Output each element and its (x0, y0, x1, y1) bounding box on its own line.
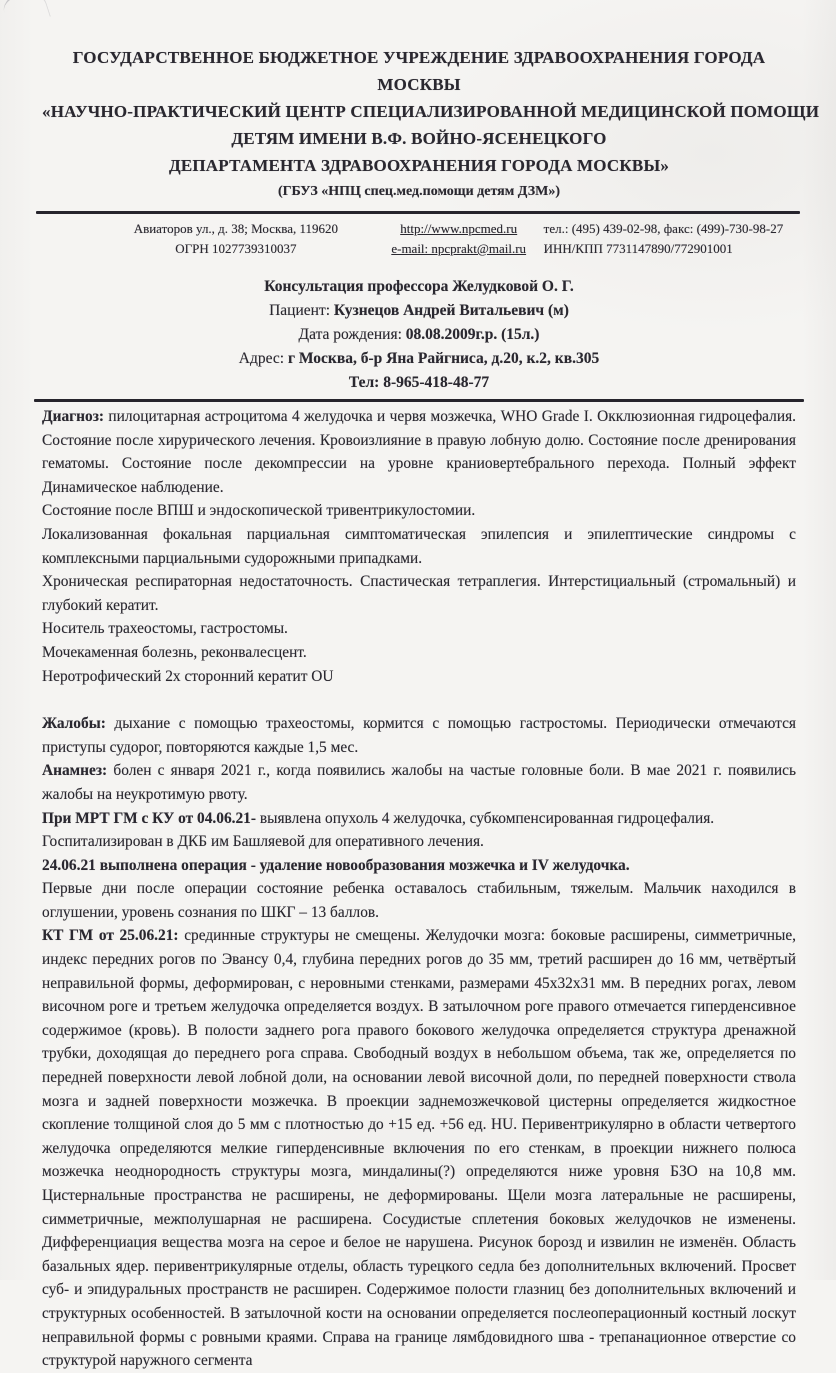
paragraph-lead: КТ ГМ от 25.06.21: (42, 927, 185, 945)
body-divider-rule (34, 399, 804, 402)
org-name-line: МОСКВЫ (377, 75, 461, 94)
org-name-line: ГОСУДАРСТВЕННОЕ БЮДЖЕТНОЕ УЧРЕЖДЕНИЕ ЗДРАВООХРАНЕНИЯ ГОРОДА (72, 48, 766, 67)
consultation-header-block (42, 275, 796, 395)
address-value: г Москва, б-р Яна Райгниса, д.20, к.2, кв.305 (287, 350, 600, 367)
birth-date-line (42, 323, 796, 347)
paragraph-diagnosis-cont: Носитель трахеостомы, гастростомы. (42, 620, 288, 638)
org-phone-fax: тел.: (495) 439-02-98, факс: (499)-730-98-27 (543, 221, 784, 236)
paragraph-lead: Диагноз: (42, 408, 109, 425)
organization-header (42, 44, 820, 179)
header-divider-rule (36, 211, 800, 214)
paragraph-operation (42, 854, 796, 878)
paragraph-diagnosis-cont: Хроническая респираторная недостаточность. Спастическая тетраплегия. Интерстициальный (стромальный) и глубокий кератит. (42, 573, 796, 614)
paragraph-diagnosis-cont: Неротрофический 2х сторонний кератит OU (42, 667, 334, 685)
paragraph-anamnesis: Анамнез: болен с января 2021 г., когда появились жалобы на частые головные боли. В мае 2021 г. появились жалобы на неукротимую рвоту. (42, 762, 796, 803)
paragraph-complaints: Жалобы: дыхание с помощью трахеостомы, кормится с помощью гастростомы. Периодически отмечаются приступы судорог, повторяются каждые 1,5 мес. (42, 715, 796, 756)
paragraph-diagnosis: Диагноз: пилоцитарная астроцитома 4 желудочка и червя мозжечка, WHO Grade I. Окклюзионная гидроцефалия. Состояние после хирурического лечения. Кровоизлияние в правую лобную долю. Состояние после дренирования гематомы. Состояние после декомпрессии на уровне краниовертебрального перехода. Полный эффект Динамическое наблюдение. (42, 408, 796, 496)
paragraph-lead: Жалобы: (42, 715, 115, 733)
paragraph-lead: Анамнез: (42, 762, 114, 780)
org-inn-kpp: ИНН/КПП 7731147890/772901001 (543, 241, 733, 256)
birth-date-value: 08.08.2009г.р. (15л.) (405, 326, 540, 343)
address-line (42, 347, 796, 371)
address-label: Адрес: (238, 350, 288, 367)
report-body (42, 405, 796, 1373)
org-email-link: e-mail: npcprakt@mail.ru (391, 241, 527, 256)
paragraph-lead: При МРТ ГМ с КУ от 04.06.21- (42, 809, 260, 827)
org-name-line: ДЕПАРТАМЕНТА ЗДРАВООХРАНЕНИЯ ГОРОДА МОСКВЫ» (168, 156, 670, 175)
patient-name-line (42, 299, 796, 323)
contact-info-block (88, 219, 800, 259)
paragraph-postop-state: Первые дни после операции состояние ребенка оставалось стабильным, тяжелым. Мальчик находился в оглушении, уровень сознания по ШКГ – 13 баллов. (42, 880, 796, 921)
org-abbreviation: (ГБУЗ «НПЦ спец.мед.помощи детям ДЗМ») (277, 184, 561, 199)
paragraph-diagnosis-cont: Мочекаменная болезнь, реконвалесцент. (42, 643, 307, 661)
paragraph-hospitalization: Госпитализирован в ДКБ им Башляевой для оперативного лечения. (42, 833, 484, 851)
consultation-title: Консультация профессора Желудковой О. Г. (264, 278, 574, 295)
paragraph-lead: 24.06.21 выполнена операция - удаление новообразования мозжечка и IV желудочка. (42, 856, 630, 874)
org-name-line: ДЕТЯМ ИМЕНИ В.Ф. ВОЙНО-ЯСЕНЕЦКОГО (231, 129, 607, 148)
org-name-line: «НАУЧНО-ПРАКТИЧЕСКИЙ ЦЕНТР СПЕЦИАЛИЗИРОВАННОЙ МЕДИЦИНСКОЙ ПОМОЩИ (42, 102, 820, 121)
org-website-link: http://www.npcmed.ru (400, 221, 518, 236)
phone-line: Тел: 8-965-418-48-77 (348, 374, 490, 391)
paragraph-diagnosis-cont: Состояние после ВПШ и эндоскопической тривентрикулостомии. (42, 502, 476, 520)
paragraph-mri-finding: При МРТ ГМ с КУ от 04.06.21- выявлена опухоль 4 желудочка, субкомпенсированная гидроцефалия. (42, 809, 715, 827)
patient-name: Кузнецов Андрей Витальевич (м) (333, 302, 569, 319)
org-address: Авиаторов ул., д. 38; Москва, 119620 (133, 221, 339, 236)
paragraph-diagnosis-cont: Локализованная фокальная парциальная симптоматическая эпилепсия и эпилептические синдромы с комплексными парциальными судорожными припадками. (42, 525, 796, 567)
org-ogrn: ОГРН 1027739310037 (175, 241, 297, 256)
patient-label: Пациент: (269, 302, 334, 319)
birth-date-label: Дата рождения: (298, 326, 406, 343)
paragraph-ct-report: КТ ГМ от 25.06.21: срединные структуры не смещены. Желудочки мозга: боковые расширены, симметричные, индекс передних рогов по Эвансу 0,4, глубина передних рогов до 35 мм, третий расширен до 16 мм, четвёртый неправильной формы, деформирован, с неровными стенками, размерами 45х32х31 мм. В передних рогах, левом височном роге и третьем желудочка определяется воздух. В затылочном роге правого отмечается гиперденсивное содержимое (кровь). В полости заднего рога правого бокового желудочка определяется структура дренажной трубки, доходящая до переднего рога справа. Свободный воздух в небольшом объема, так же, определяется по передней поверхности левой лобной доли, на основании левой височной доли, по передней поверхности ствола мозга и задней поверхности мозжечка. В проекции заднемозжечковой цистерны определяется жидкостное скопление толщиной слоя до 5 мм с плотностью до +15 ед. +56 ед. HU. Перивентрикулярно в области четвертого желудочка определяются мелкие гиперденсивные включения по его стенкам, в проекции нижнего полюса мозжечка неоднородность структуры мозга, миндалины(?) определяются ниже уровня БЗО на 10,8 мм. Цистернальные пространства не расширены, не деформированы. Щели мозга латеральные не расширены, симметричные, межполушарная не расширена. Сосудистые сплетения боковых желудочков не изменены. Дифференциация вещества мозга на серое и белое не нарушена. Рисунок борозд и извилин не изменён. Область базальных ядер. перивентрикулярные отделы, область турецкого седла без дополнительных включений. Просвет суб- и эпидуральных пространств не расширен. Содержимое полости глазниц без дополнительных включений и структурных особенностей. В затылочной кости на основании определяется послеоперационный костный лоскут неправильной формы с ровными краями. Справа на границе лямбдовидного шва - трепанационное отверстие со структурой наружного сегмента (42, 927, 796, 1370)
